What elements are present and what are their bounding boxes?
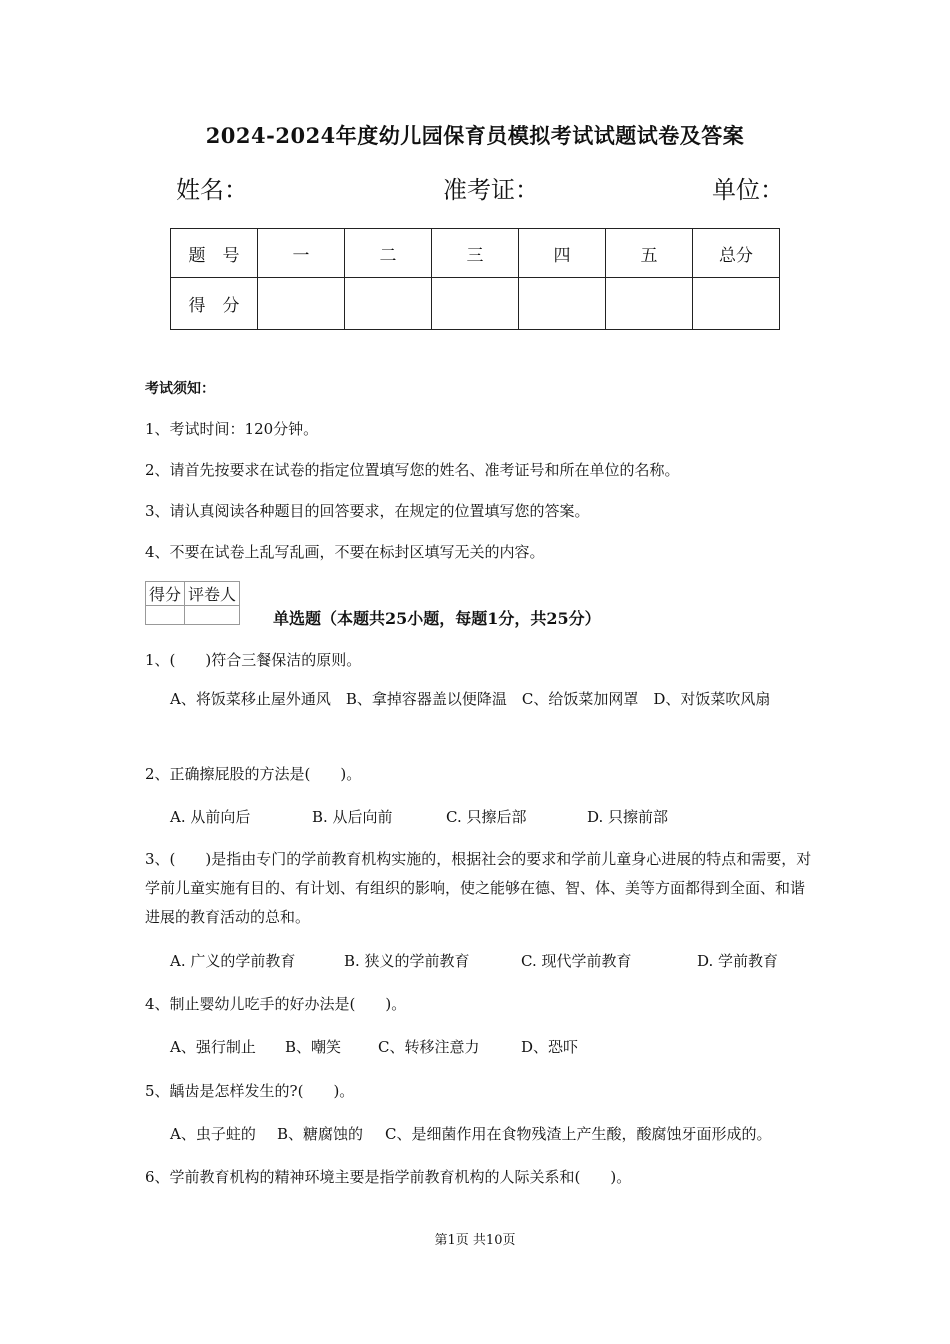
question-stem: 3、( )是指由专门的学前教育机构实施的，根据社会的要求和学前儿童身心进展的特点和需要，对学前儿童实施有目的、有计划、有组织的影响，使之能够在德、智、体、美等方面都得到全面、和谐进展的教育活动的总和。 <box>145 850 812 926</box>
section-title: 单选题（本题共25小题，每题1分，共25分） <box>273 609 601 628</box>
notice-heading: 考试须知： <box>145 381 215 397</box>
score-table-score-row <box>171 278 780 330</box>
score-table-header-row <box>171 229 780 278</box>
option-b: B、糖腐蚀的 <box>277 1125 364 1143</box>
option-c: C. 现代学前教育 <box>521 952 632 970</box>
option-a: A. 从前向后 <box>170 808 251 826</box>
score-cell <box>693 278 780 330</box>
notice-item: 4、不要在试卷上乱写乱画，不要在标封区填写无关的内容。 <box>145 543 545 561</box>
question-stem: 4、制止婴幼儿吃手的好办法是( )。 <box>145 995 407 1013</box>
grader-name-label: 评卷人 <box>185 582 240 606</box>
question-stem: 1、( )符合三餐保洁的原则。 <box>145 651 362 669</box>
score-table-col: 一 <box>258 229 345 278</box>
grader-score-cell <box>146 606 185 625</box>
score-table <box>170 228 780 330</box>
grader-name-cell <box>185 606 240 625</box>
notice-item: 2、请首先按要求在试卷的指定位置填写您的姓名、准考证号和所在单位的名称。 <box>145 461 680 479</box>
question-stem: 6、学前教育机构的精神环境主要是指学前教育机构的人际关系和( )。 <box>145 1168 632 1186</box>
score-cell <box>345 278 432 330</box>
score-cell <box>606 278 693 330</box>
question-stem: 2、正确擦屁股的方法是( )。 <box>145 765 362 783</box>
score-table-col: 四 <box>519 229 606 278</box>
score-table-row-label: 得 分 <box>171 278 258 330</box>
option-b: B、嘲笑 <box>285 1038 342 1056</box>
exam-id-field-label: 准考证： <box>443 176 539 204</box>
option-c: C、转移注意力 <box>378 1038 480 1056</box>
option-c: C、是细菌作用在食物残渣上产生酸，酸腐蚀牙面形成的。 <box>385 1125 772 1143</box>
score-table-col: 三 <box>432 229 519 278</box>
unit-field-label: 单位： <box>712 176 784 204</box>
score-table-col: 五 <box>606 229 693 278</box>
page-footer: 第1页 共10页 <box>434 1233 516 1248</box>
option-a: A、强行制止 <box>170 1038 256 1056</box>
option-a: A. 广义的学前教育 <box>170 952 296 970</box>
name-field-label: 姓名： <box>176 176 248 204</box>
option-b: B. 狭义的学前教育 <box>344 952 470 970</box>
grader-box-blank-row <box>146 606 240 625</box>
grader-box-header <box>146 582 240 606</box>
notice-item: 1、考试时间：120分钟。 <box>145 420 319 438</box>
grader-score-label: 得分 <box>146 582 185 606</box>
score-table-header-label: 题 号 <box>171 229 258 278</box>
option-d: D. 学前教育 <box>697 952 779 970</box>
question-stem: 5、龋齿是怎样发生的?( )。 <box>145 1082 355 1100</box>
question-options: A、将饭菜移止屋外通风 B、拿掉容器盖以便降温 C、给饭菜加网罩 D、对饭菜吹风扇 <box>170 690 771 708</box>
grader-box <box>145 581 240 625</box>
score-table-col-total: 总分 <box>693 229 780 278</box>
option-c: C. 只擦后部 <box>446 808 527 826</box>
score-cell <box>258 278 345 330</box>
notice-item: 3、请认真阅读各种题目的回答要求，在规定的位置填写您的答案。 <box>145 502 590 520</box>
page-title: 2024-2024年度幼儿园保育员模拟考试试题试卷及答案 <box>205 123 745 148</box>
option-d: D、恐吓 <box>521 1038 579 1056</box>
score-table-col: 二 <box>345 229 432 278</box>
option-b: B. 从后向前 <box>312 808 393 826</box>
score-cell <box>519 278 606 330</box>
option-d: D. 只擦前部 <box>587 808 669 826</box>
score-cell <box>432 278 519 330</box>
option-a: A、虫子蛀的 <box>170 1125 256 1143</box>
